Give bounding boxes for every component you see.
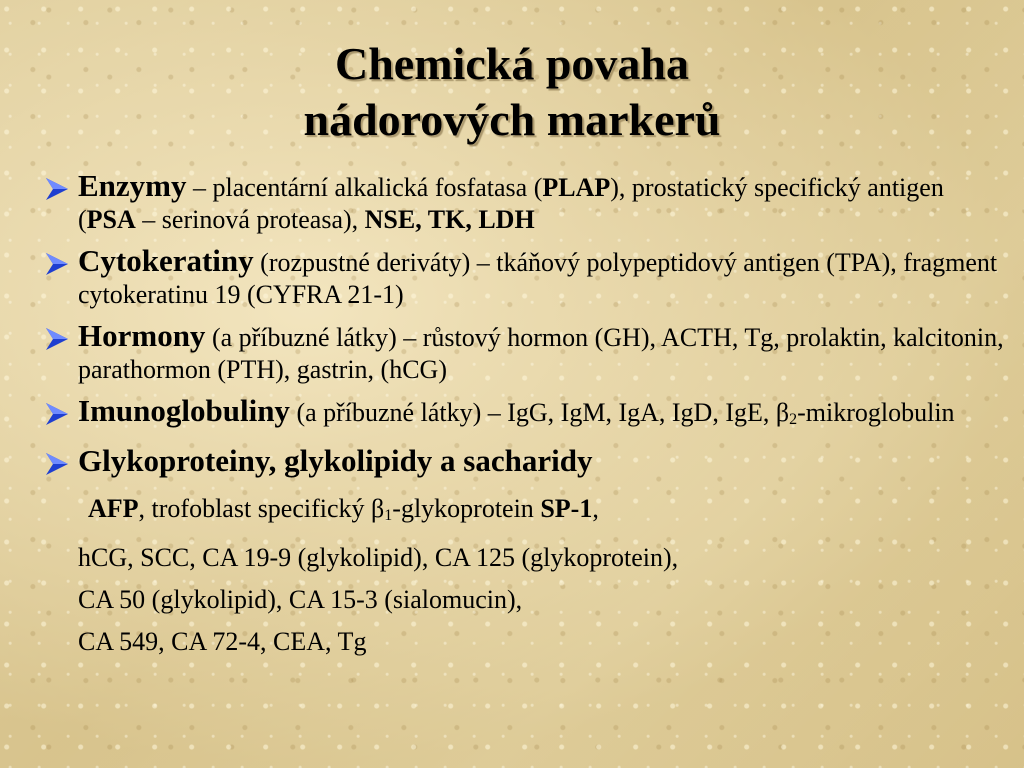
- item-bold: SP-1: [540, 494, 593, 523]
- item-heading: Cytokeratiny: [78, 243, 254, 278]
- item-text: [78, 320, 1004, 386]
- item-body: , trofoblast specifický: [138, 494, 372, 523]
- item-bold: AFP: [88, 494, 139, 523]
- item-bold: PLAP: [542, 173, 611, 202]
- bullet-list: [44, 170, 1004, 663]
- detail-line: CA 549, CA 72-4, CEA, Tg: [78, 627, 367, 656]
- item-heading: Hormony: [78, 318, 206, 353]
- beta-symbol: β: [371, 494, 385, 523]
- slide-title: [0, 36, 1024, 148]
- list-item: [44, 245, 1004, 311]
- item-body: ), prostatický specifický antigen (: [78, 173, 944, 234]
- item-bold: NSE, TK, LDH: [364, 205, 535, 234]
- title-line-2: nádorových markerů: [303, 94, 721, 145]
- beta-subscript: 1: [384, 507, 393, 524]
- item-heading: Glykoproteiny, glykolipidy a sacharidy: [78, 443, 593, 478]
- item-text: [78, 245, 1004, 311]
- glyco-detail-lines: [44, 488, 1004, 663]
- item-body: – serinová proteasa),: [135, 205, 365, 234]
- beta-subscript: 2: [789, 411, 798, 428]
- list-item: [44, 395, 1004, 436]
- item-text: [78, 170, 1004, 236]
- item-body: ,: [592, 494, 599, 523]
- arrow-bullet-icon: [44, 251, 70, 277]
- item-body: -mikroglobulin: [797, 398, 955, 427]
- item-heading: Enzymy: [78, 168, 187, 203]
- item-body: (a příbuzné látky) – růstový hormon (GH), ACTH, Tg, prolaktin, kalcitonin, parathormon (PTH), gastrin, (hCG): [78, 323, 1004, 384]
- arrow-bullet-icon: [44, 451, 70, 477]
- item-heading: Imunoglobuliny: [78, 393, 290, 428]
- detail-line: hCG, SCC, CA 19-9 (glykolipid), CA 125 (glykoprotein),: [78, 543, 679, 572]
- item-text: [78, 445, 1004, 479]
- beta-symbol: β: [775, 398, 790, 427]
- arrow-bullet-icon: [44, 401, 70, 427]
- item-body: -glykoprotein: [392, 494, 541, 523]
- item-body: (a příbuzné látky) – IgG, IgM, IgA, IgD, IgE,: [289, 398, 776, 427]
- detail-line: [78, 488, 1004, 537]
- list-item: [44, 170, 1004, 236]
- title-line-1: Chemická povaha: [335, 38, 689, 89]
- list-item: [44, 445, 1004, 479]
- item-bold: PSA: [86, 205, 136, 234]
- item-body: – placentární alkalická fosfatasa (: [186, 173, 543, 202]
- detail-line: CA 50 (glykolipid), CA 15-3 (sialomucin),: [78, 585, 523, 614]
- arrow-bullet-icon: [44, 176, 70, 202]
- arrow-bullet-icon: [44, 326, 70, 352]
- item-body: (rozpustné deriváty) – tkáňový polypeptidový antigen (TPA), fragment cytokeratinu 19 (CYFRA 21-1): [78, 248, 998, 309]
- item-text: [78, 395, 1004, 436]
- list-item: [44, 320, 1004, 386]
